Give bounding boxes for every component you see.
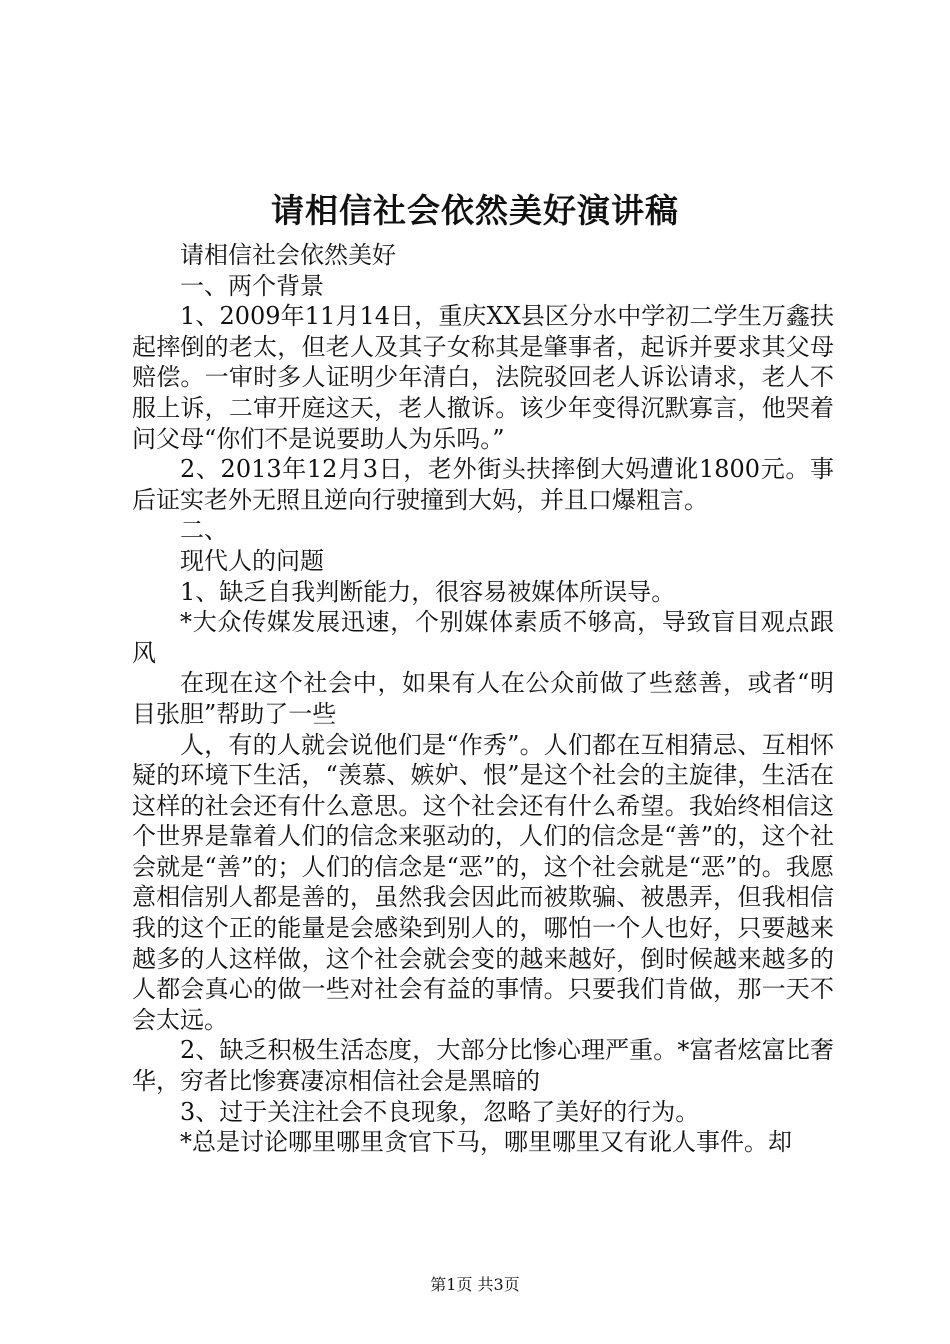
paragraph-background-1: 1、2009年11月14日，重庆XX县区分水中学初二学生万鑫扶起摔倒的老太，但老人及其子女称其是肇事者，起诉并要求其父母赔偿。一审时多人证明少年清白，法院驳回老人诉讼请求，老人不服上诉，二审开庭这天，老人撤诉。该少年变得沉默寡言，他哭着问父母“你们不是说要助人为乐吗。” [132, 302, 834, 453]
page-number-footer: 第1页 共3页 [430, 1275, 520, 1294]
paragraph-problem-3-note: *总是讨论哪里哪里贪官下马，哪里哪里又有讹人事件。却 [180, 1128, 792, 1157]
paragraph-problem-1-note: *大众传媒发展迅速，个别媒体素质不够高，导致盲目观点跟风 [132, 608, 834, 667]
paragraph-section-two-heading: 二、 [180, 516, 228, 545]
paragraph-problem-2: 2、缺乏积极生活态度，大部分比惨心理严重。*富者炫富比奢华，穷者比惨赛凄凉相信社会是黑暗的 [132, 1036, 834, 1096]
paragraph-subtitle: 请相信社会依然美好 [180, 241, 396, 269]
paragraph-section-one-heading: 一、两个背景 [180, 271, 324, 300]
paragraph-problem-1-body-a: 在现在这个社会中，如果有人在公众前做了些慈善，或者“明目张胆”帮助了一些 [132, 669, 834, 728]
document-title: 请相信社会依然美好演讲稿 [271, 191, 679, 230]
paragraph-problem-3: 3、过于关注社会不良现象，忽略了美好的行为。 [180, 1097, 700, 1126]
paragraph-background-2: 2、2013年12月3日，老外街头扶摔倒大妈遭讹1800元。事后证实老外无照且逆向行驶撞到大妈，并且口爆粗言。 [132, 455, 834, 514]
paragraph-problem-1: 1、缺乏自我判断能力，很容易被媒体所误导。 [180, 577, 676, 606]
paragraph-problem-1-body-b: 人，有的人就会说他们是“作秀”。人们都在互相猜忌、互相怀疑的环境下生活，“羡慕、嫉妒、恨”是这个社会的主旋律，生活在这样的社会还有什么意思。这个社会还有什么希望。我始终相信这个世界是靠着人们的信念来驱动的，人们的信念是“善”的，这个社会就是“善”的；人们的信念是“恶”的，这个社会就是“恶”的。我愿意相信别人都是善的，虽然我会因此而被欺骗、被愚弄，但我相信我的这个正的能量是会感染到别人的，哪怕一个人也好，只要越来越多的人这样做，这个社会就会变的越来越好，倒时候越来越多的人都会真心的做一些对社会有益的事情。只要我们肯做，那一天不会太远。 [132, 730, 834, 1034]
document-body [132, 240, 834, 1158]
paragraph-section-two-title: 现代人的问题 [180, 546, 324, 575]
